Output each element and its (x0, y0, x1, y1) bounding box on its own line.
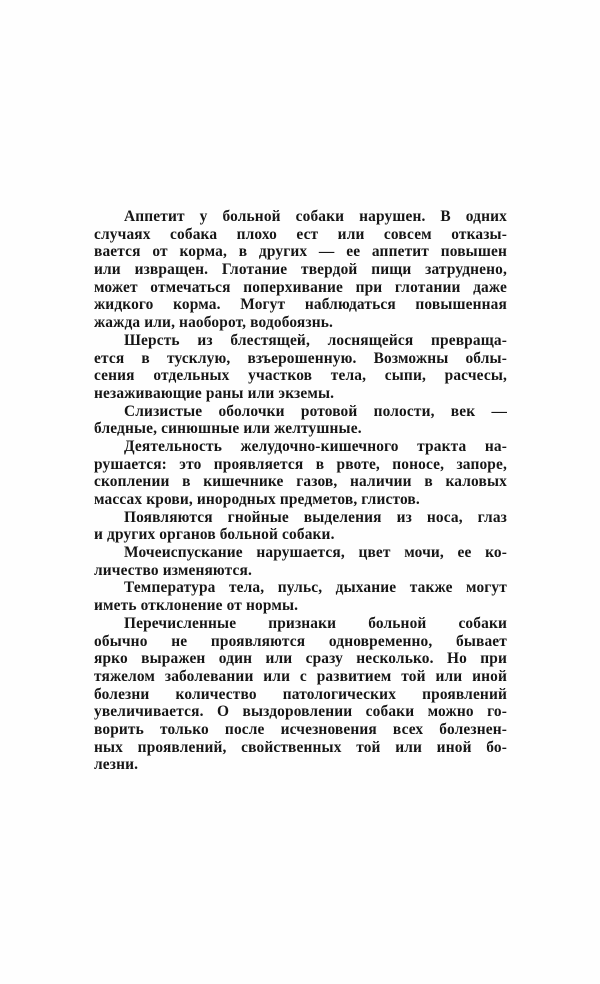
paragraph (94, 615, 507, 774)
text-line: Слизистые оболочки ротовой полости, век — (124, 402, 507, 420)
text-line: скоплении в кишечнике газов, наличии в каловых (94, 473, 507, 491)
text-column (94, 208, 507, 774)
text-line: иметь отклонение от нормы. (94, 597, 299, 615)
paragraph (94, 579, 507, 614)
paragraph (94, 509, 507, 544)
paragraph (94, 208, 507, 332)
text-line: вается от корма, в других — ее аппетит повышен (94, 243, 507, 261)
text-line: ворить только после исчезновения всех болезнен- (94, 720, 507, 738)
text-line: лезни. (94, 756, 139, 774)
text-line: жидкого корма. Могут наблюдаться повышенная (94, 296, 507, 314)
text-line: массах крови, инородных предметов, глистов. (94, 491, 420, 508)
paragraph (94, 544, 507, 579)
text-line: случаях собака плохо ест или совсем отказы- (94, 225, 507, 243)
text-line: Деятельность желудочно-кишечного тракта на- (124, 437, 507, 455)
text-line: болезни количество патологических проявлений (94, 685, 507, 703)
text-line: может отмечаться поперхивание при глотании даже (94, 278, 507, 296)
text-line: обычно не проявляются одновременно, бывает (94, 632, 507, 650)
text-line: ярко выражен один или сразу несколько. Но при (94, 650, 507, 668)
text-line: Температура тела, пульс, дыхание также могут (124, 579, 507, 597)
text-line: или извращен. Глотание твердой пищи затруднено, (94, 261, 507, 279)
text-line: тяжелом заболевании или с развитием той или иной (94, 667, 507, 685)
text-line: сения отдельных участков тела, сыпи, расчесы, (94, 367, 507, 385)
text-line: и других органов больной собаки. (94, 526, 335, 544)
text-line: увеличивается. О выздоровлении собаки можно го- (94, 703, 507, 721)
text-line: Аппетит у больной собаки нарушен. В одних (124, 208, 507, 225)
text-line: ется в тусклую, взъерошенную. Возможны облы- (94, 349, 507, 367)
text-line: рушается: это проявляется в рвоте, поносе, запоре, (94, 455, 507, 473)
text-line: Шерсть из блестящей, лоснящейся превраща- (124, 331, 507, 349)
text-line: личество изменяются. (94, 561, 252, 579)
paragraph (94, 332, 507, 403)
paragraph (94, 403, 507, 438)
text-line: бледные, синюшные или желтушные. (94, 420, 362, 438)
paragraph (94, 438, 507, 509)
text-line: Мочеиспускание нарушается, цвет мочи, ее ко- (124, 544, 507, 562)
text-line: незаживающие раны или экземы. (94, 384, 335, 402)
text-line: жажда или, наоборот, водобоязнь. (94, 314, 334, 332)
text-line: Перечисленные признаки больной собаки (124, 614, 507, 632)
text-line: ных проявлений, свойственных той или иной бо- (94, 738, 507, 756)
text-line: Появляются гнойные выделения из носа, глаз (124, 508, 507, 526)
